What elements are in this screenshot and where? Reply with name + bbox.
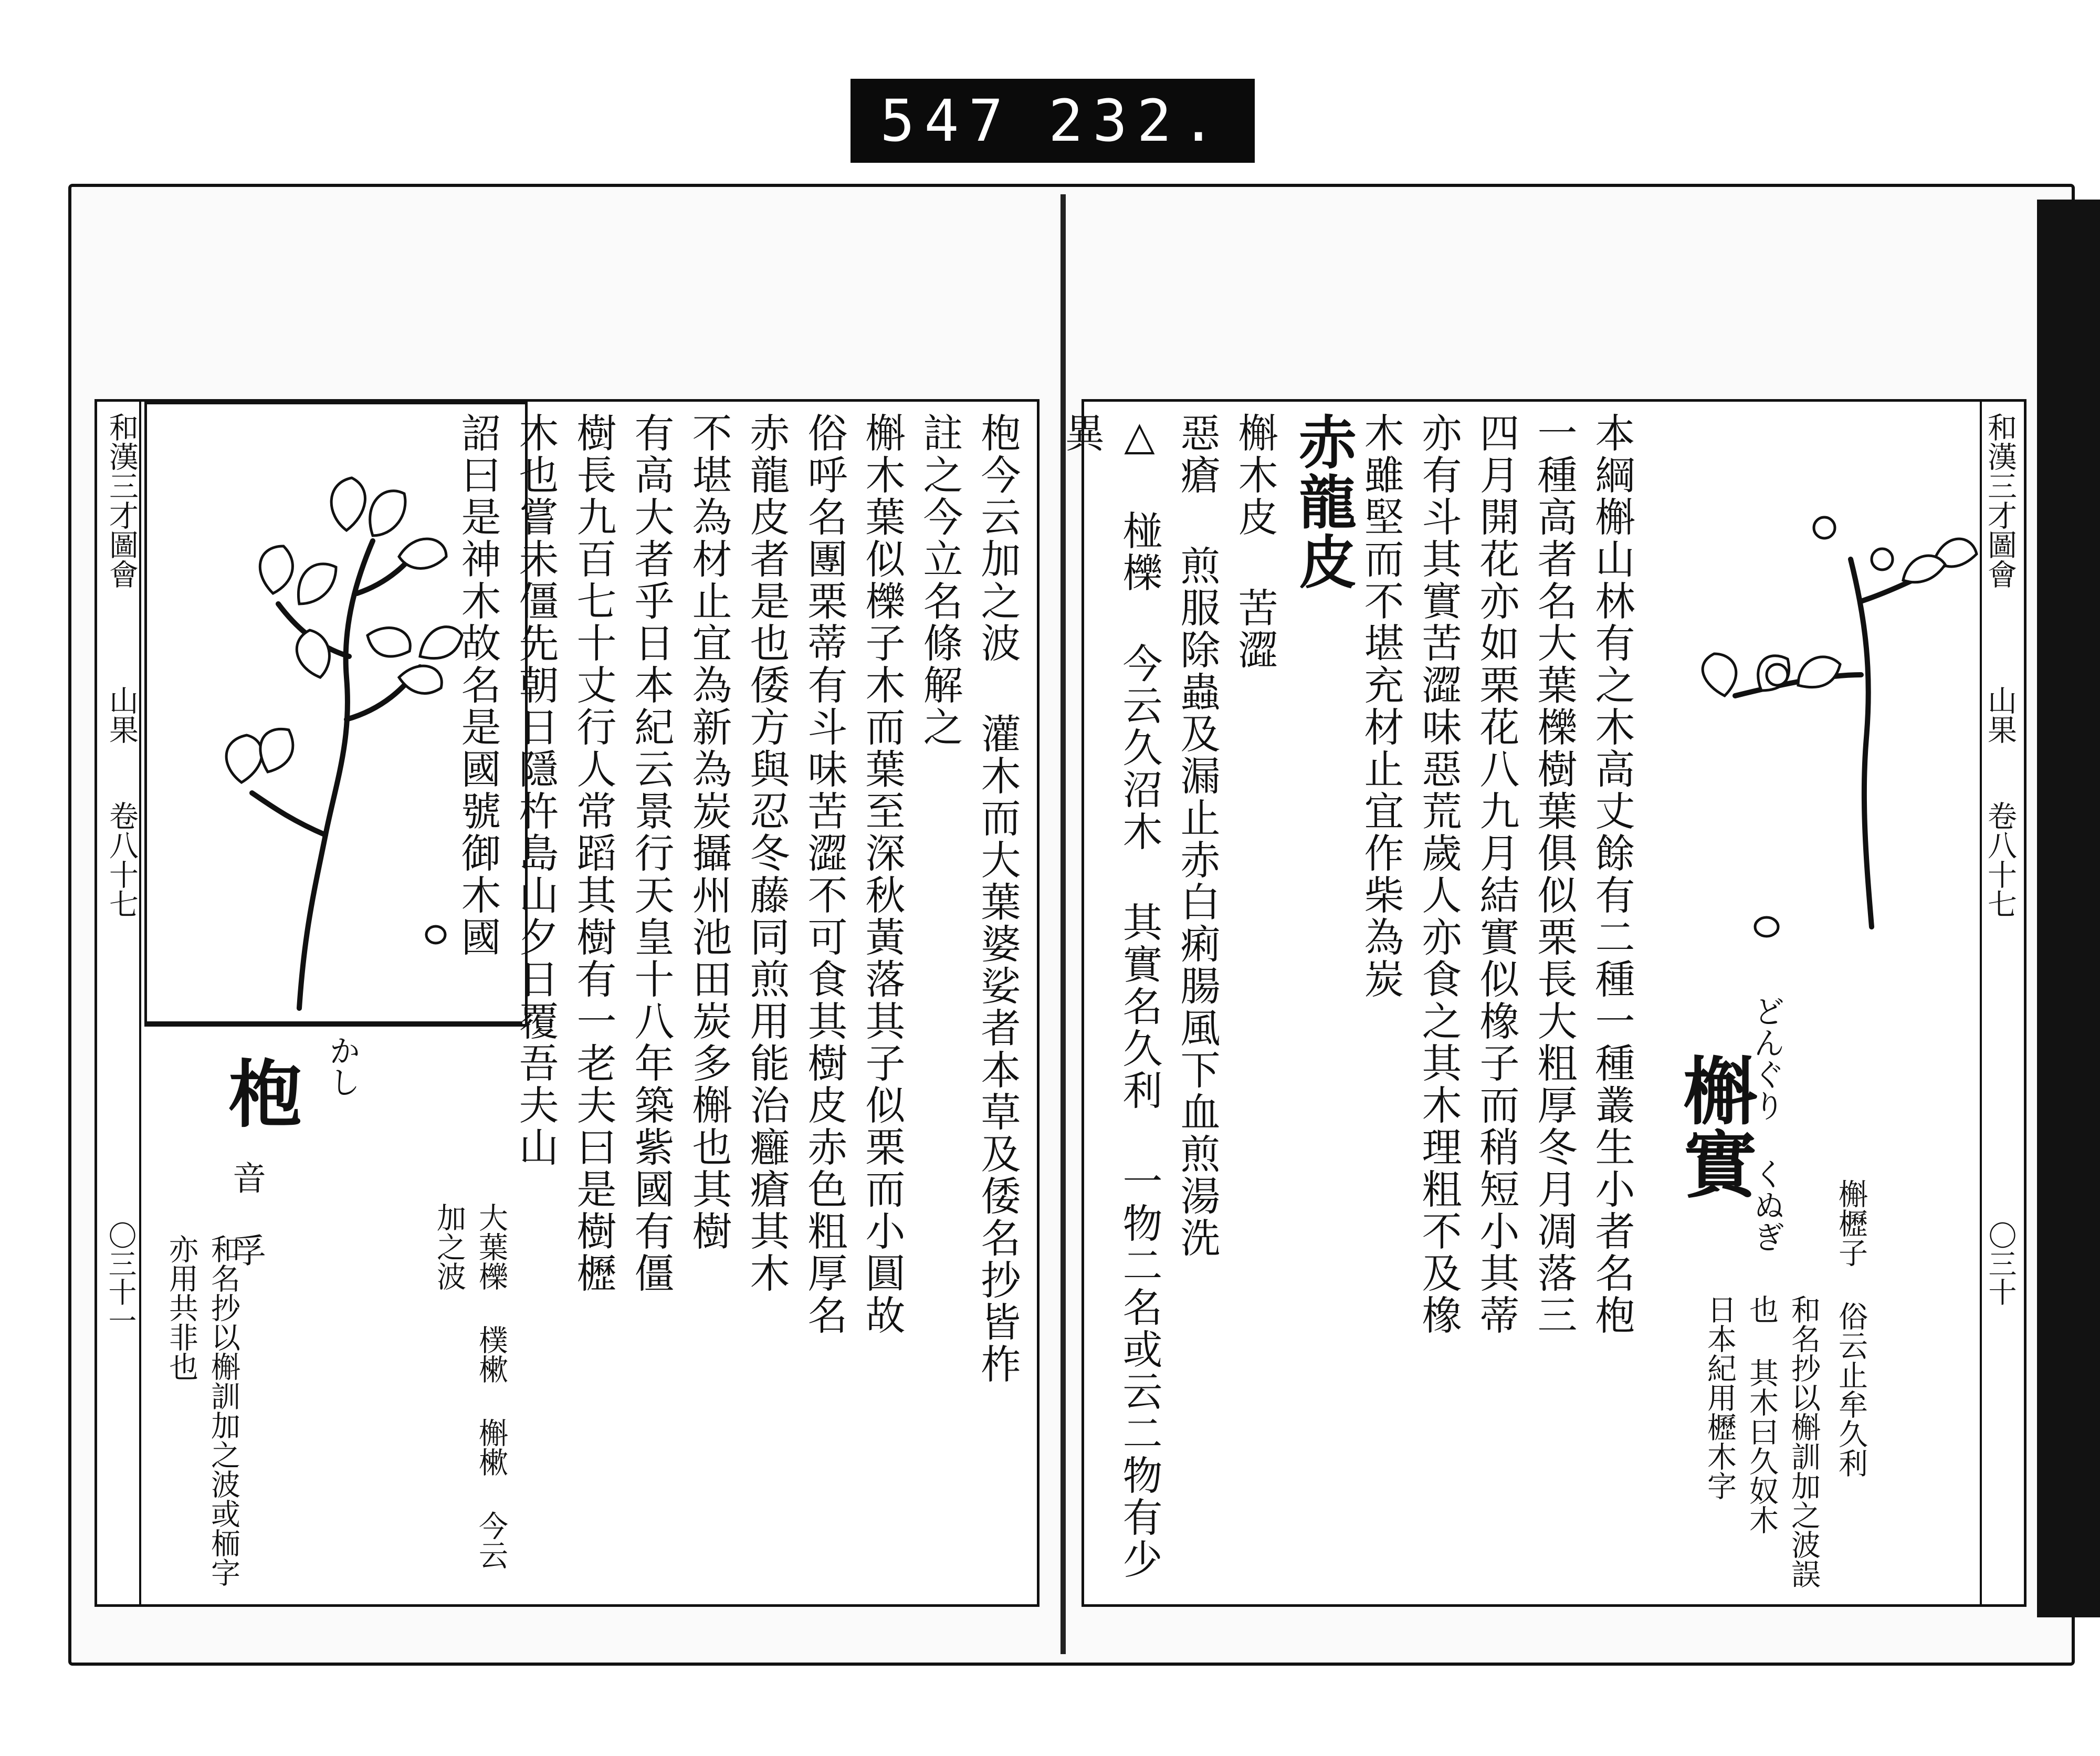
right-page-number: 〇三十 xyxy=(1984,1221,2017,1306)
right-column: 本綱槲山林有之木高丈餘有二種一種叢生小者名枹 xyxy=(1589,412,1635,1336)
left-column: 樹長九百七十丈行人常蹈其樹有一老夫曰是樹櫪 xyxy=(570,412,617,1294)
right-illustration xyxy=(1641,402,1977,1599)
left-column: 俗呼名團栗蒂有斗味苦澀不可食其樹皮赤色粗厚名 xyxy=(801,412,848,1336)
left-section: 山果 xyxy=(104,685,139,744)
note-right: 和名抄以槲訓加之波誤也 其木曰久奴木 日本紀用櫪木字 xyxy=(1703,1294,1821,1588)
entry-heading-right: 槲實 xyxy=(1671,1053,1757,1200)
left-column: 詔曰是神木故名是國號御木國 xyxy=(455,412,501,958)
left-running-head: 和漢三才圖會 xyxy=(104,412,139,589)
sub-heading: 赤龍皮 xyxy=(1289,412,1357,592)
left-page-number: 〇三十一 xyxy=(104,1221,137,1334)
entry-heading-left: 枹 xyxy=(216,1055,302,1129)
note-left: 和名抄以槲訓加之波或栭字亦用共非也 xyxy=(164,1234,240,1587)
right-running-head: 和漢三才圖會 xyxy=(1983,412,2017,589)
left-volume: 卷八十七 xyxy=(104,801,139,918)
entry-kana-left: かし xyxy=(324,1034,361,1098)
right-sub-column: 惡瘡 煎服除蟲及漏止赤白痢腸風下血煎湯洗 xyxy=(1174,412,1221,1259)
catalog-number-2: 232. xyxy=(1048,87,1225,154)
catalog-label xyxy=(850,79,1255,163)
right-column: 四月開花亦如栗花八九月結實似橡子而稍短小其蒂 xyxy=(1473,412,1520,1336)
right-page xyxy=(1058,399,2026,1607)
right-sub-column: 槲木皮 苦澀 xyxy=(1232,412,1278,671)
entry-kana-right: どんぐり くぬぎ xyxy=(1748,995,1785,1252)
left-column: 木也嘗未僵先朝日隱杵島山夕日覆吾夫山 xyxy=(512,412,559,1168)
right-column: 一種高者名大葉櫟樹葉俱似栗長大粗厚冬月凋落三 xyxy=(1531,412,1578,1336)
catalog-number-1: 547 xyxy=(880,87,1013,154)
acorn-branch-illustration xyxy=(1641,402,1977,979)
left-column: 枹今云加之波 灌木而大葉婆娑者本草及倭名抄皆柞 xyxy=(974,412,1021,1385)
right-section: 山果 xyxy=(1983,685,2017,744)
synonyms-right: 槲櫪子 俗云止牟久利 xyxy=(1834,1179,1868,1478)
left-column: 有高大者乎日本紀云景行天皇十八年築紫國有僵 xyxy=(628,412,675,1294)
right-body-text xyxy=(1058,412,1641,1588)
right-tail-column: △ 椪櫟 今云久沼木 其實名久利 一物二名或云二物有少異 xyxy=(1058,412,1163,1581)
right-volume: 卷八十七 xyxy=(1983,801,2017,918)
left-column: 槲木葉似櫟子木而葉至深秋黃落其子似栗而小圓故 xyxy=(859,412,906,1336)
left-page xyxy=(94,399,1040,1607)
book-edge xyxy=(2037,200,2100,1617)
left-column: 赤龍皮者是也倭方與忍冬藤同煎用能治癰瘡其木 xyxy=(743,412,790,1294)
right-column: 亦有斗其實苦澀味惡荒歲人亦食之其木理粗不及橡 xyxy=(1415,412,1462,1336)
synonyms-left: 大葉櫟 樸樕 槲樕 今云加之波 xyxy=(432,1203,508,1570)
left-column: 不堪為材止宜為新為炭攝州池田炭多槲也其樹 xyxy=(686,412,732,1252)
left-column: 註之今立名條解之 xyxy=(917,412,963,748)
right-column: 木雖堅而不堪充材止宜作柴為炭 xyxy=(1358,412,1404,1000)
entry-reading-left: 音 孚 xyxy=(227,1161,266,1267)
